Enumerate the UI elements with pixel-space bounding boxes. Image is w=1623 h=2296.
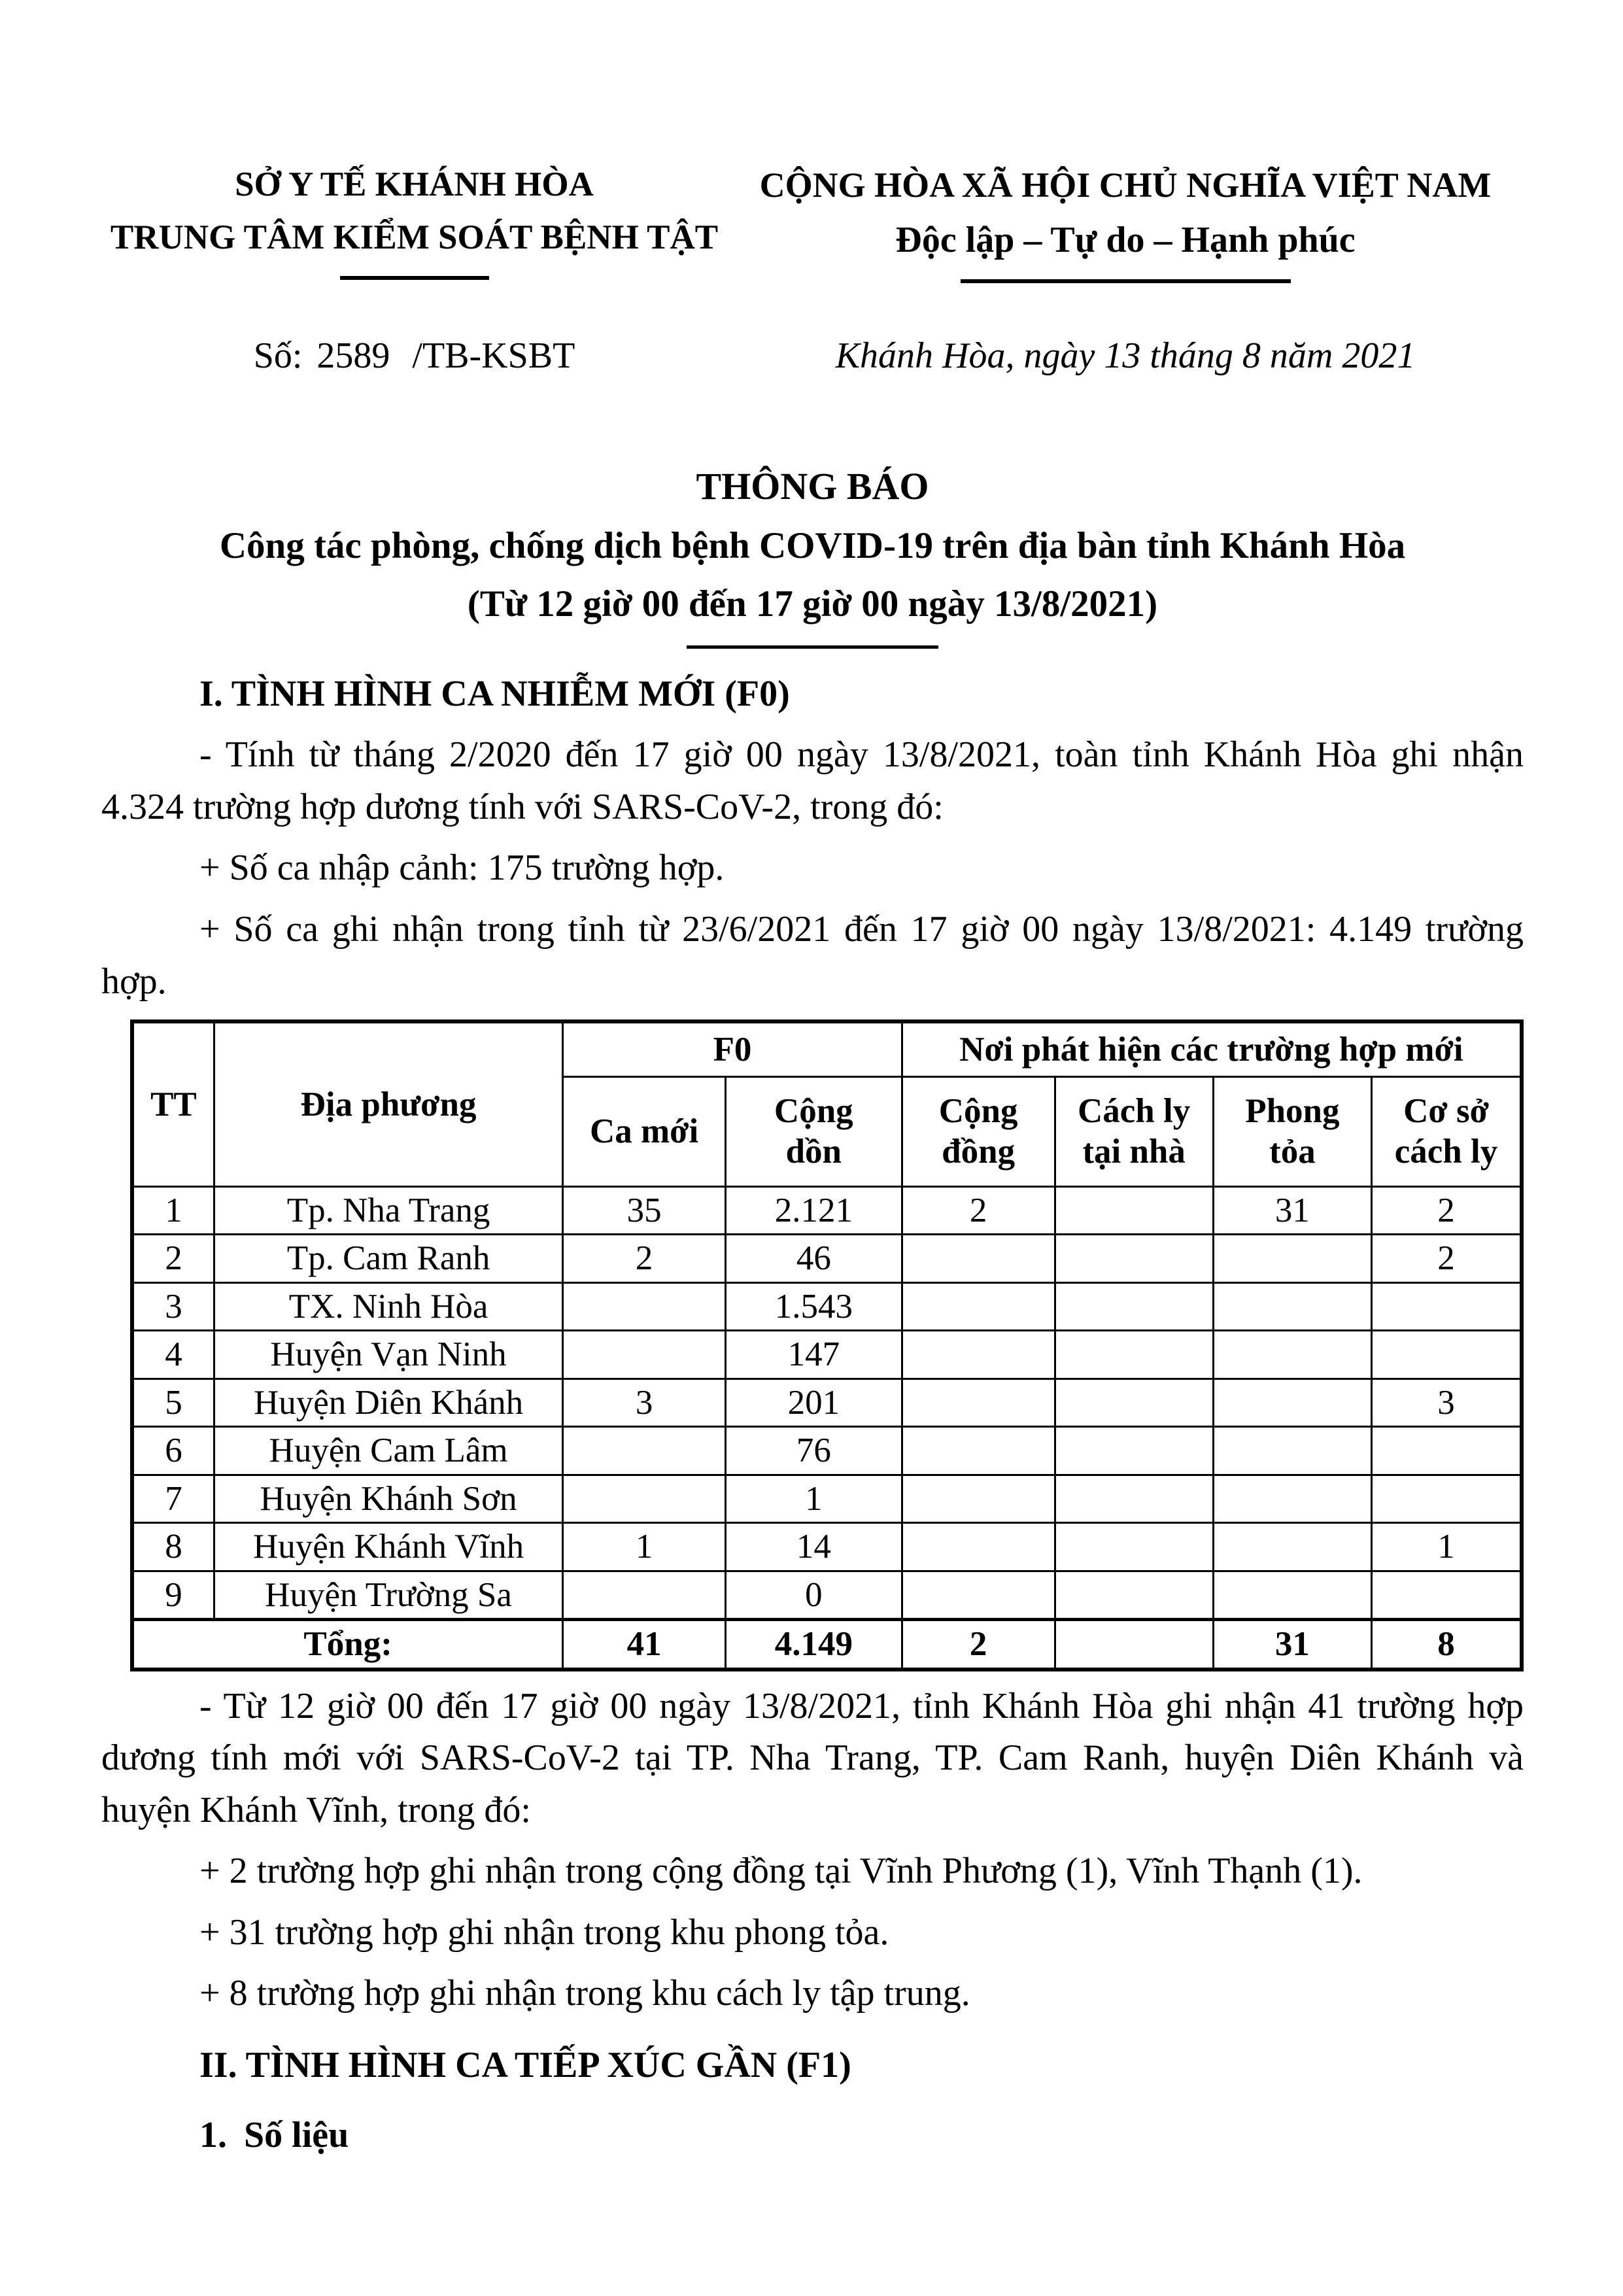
section-1-para-3: + Số ca ghi nhận trong tỉnh từ 23/6/2021 đến 17 giờ 00 ngày 13/8/2021: 4.149 trường hợp. xyxy=(101,909,1524,1002)
col-group-noi-phat-hien: Nơi phát hiện các trường hợp mới xyxy=(902,1021,1522,1076)
table-row: 4 Huyện Vạn Ninh 147 xyxy=(132,1331,1522,1379)
item-label: Số liệu xyxy=(244,2115,349,2156)
title-underline xyxy=(687,645,938,649)
table-row: 5 Huyện Diên Khánh 3 201 3 xyxy=(132,1379,1522,1427)
table-row: 3 TX. Ninh Hòa 1.543 xyxy=(132,1282,1522,1331)
section-1-heading: I. TÌNH HÌNH CA NHIỄM MỚI (F0) xyxy=(199,673,790,714)
doc-meta-row xyxy=(101,330,1524,383)
title-block xyxy=(101,460,1524,649)
org-name-parent: SỞ Y TẾ KHÁNH HÒA xyxy=(235,165,594,203)
motto-underline xyxy=(961,279,1291,283)
col-header-cong-dong: Cộng đồng xyxy=(902,1076,1055,1186)
f0-table xyxy=(130,1019,1524,1671)
doc-number-label: Số: xyxy=(253,335,303,377)
col-header-cach-ly-tai-nha: Cách ly tại nhà xyxy=(1055,1076,1213,1186)
doc-number xyxy=(101,330,727,383)
col-header-phong-toa: Phong tỏa xyxy=(1213,1076,1371,1186)
table-row: 8 Huyện Khánh Vĩnh 1 14 1 xyxy=(132,1523,1522,1571)
issue-date: Khánh Hòa, ngày 13 tháng 8 năm 2021 xyxy=(835,335,1416,377)
table-row: 6 Huyện Cam Lâm 76 xyxy=(132,1427,1522,1475)
col-header-co-so-cach-ly: Cơ sở cách ly xyxy=(1372,1076,1522,1186)
org-name: TRUNG TÂM KIỂM SOÁT BỆNH TẬT xyxy=(110,218,719,257)
col-header-tt: TT xyxy=(132,1021,214,1186)
after-table-para-3: + 31 trường hợp ghi nhận trong khu phong tỏa. xyxy=(199,1911,889,1953)
col-group-f0: F0 xyxy=(563,1021,902,1076)
section-2-item-1 xyxy=(101,2110,1524,2175)
national-header-block xyxy=(727,160,1524,283)
table-row: 7 Huyện Khánh Sơn 1 xyxy=(132,1475,1522,1523)
section-2-heading: II. TÌNH HÌNH CA TIẾP XÚC GẦN (F1) xyxy=(199,2044,851,2085)
after-table-para-4: + 8 trường hợp ghi nhận trong khu cách ly tập trung. xyxy=(199,1973,970,2014)
table-total-row: Tổng: 41 4.149 2 31 8 xyxy=(132,1620,1522,1670)
doc-number-suffix: /TB-KSBT xyxy=(412,335,575,377)
org-underline xyxy=(340,276,489,280)
doc-title: THÔNG BÁO xyxy=(696,464,929,507)
document-header xyxy=(101,160,1524,283)
section-1-para-1: - Tính từ tháng 2/2020 đến 17 giờ 00 ngày 13/8/2021, toàn tỉnh Khánh Hòa ghi nhận 4.324 trường hợp dương tính với SARS-CoV-2, trong đó: xyxy=(101,734,1524,827)
total-label: Tổng: xyxy=(132,1620,563,1670)
item-number: 1. xyxy=(199,2115,227,2156)
col-header-ca-moi: Ca mới xyxy=(563,1076,726,1186)
col-header-cong-don: Cộng dồn xyxy=(725,1076,902,1186)
table-row: 1 Tp. Nha Trang 35 2.121 2 31 2 xyxy=(132,1186,1522,1235)
doc-subtitle: Công tác phòng, chống dịch bệnh COVID-19 trên địa bàn tỉnh Khánh Hòa xyxy=(219,525,1406,567)
table-row: 2 Tp. Cam Ranh 2 46 2 xyxy=(132,1235,1522,1283)
issuing-org-block xyxy=(101,160,727,283)
section-1-para-2: + Số ca nhập cảnh: 175 trường hợp. xyxy=(199,848,725,889)
col-header-dia-phuong: Địa phương xyxy=(214,1021,562,1186)
doc-number-value: 2589 xyxy=(316,335,390,377)
doc-time-range: (Từ 12 giờ 00 đến 17 giờ 00 ngày 13/8/2021) xyxy=(467,583,1158,625)
after-table-para-2: + 2 trường hợp ghi nhận trong cộng đồng tại Vĩnh Phương (1), Vĩnh Thạnh (1). xyxy=(199,1851,1363,1892)
national-motto: Độc lập – Tự do – Hạnh phúc xyxy=(895,219,1356,260)
table-row: 9 Huyện Trường Sa 0 xyxy=(132,1571,1522,1620)
after-table-para-1: - Từ 12 giờ 00 đến 17 giờ 00 ngày 13/8/2021, tỉnh Khánh Hòa ghi nhận 41 trường hợp dương tính mới với SARS-CoV-2 tại TP. Nha Trang, TP. Cam Ranh, huyện Diên Khánh và huyện Khánh Vĩnh, trong đó: xyxy=(101,1685,1524,1830)
national-title: CỘNG HÒA XÃ HỘI CHỦ NGHĨA VIỆT NAM xyxy=(759,165,1492,205)
